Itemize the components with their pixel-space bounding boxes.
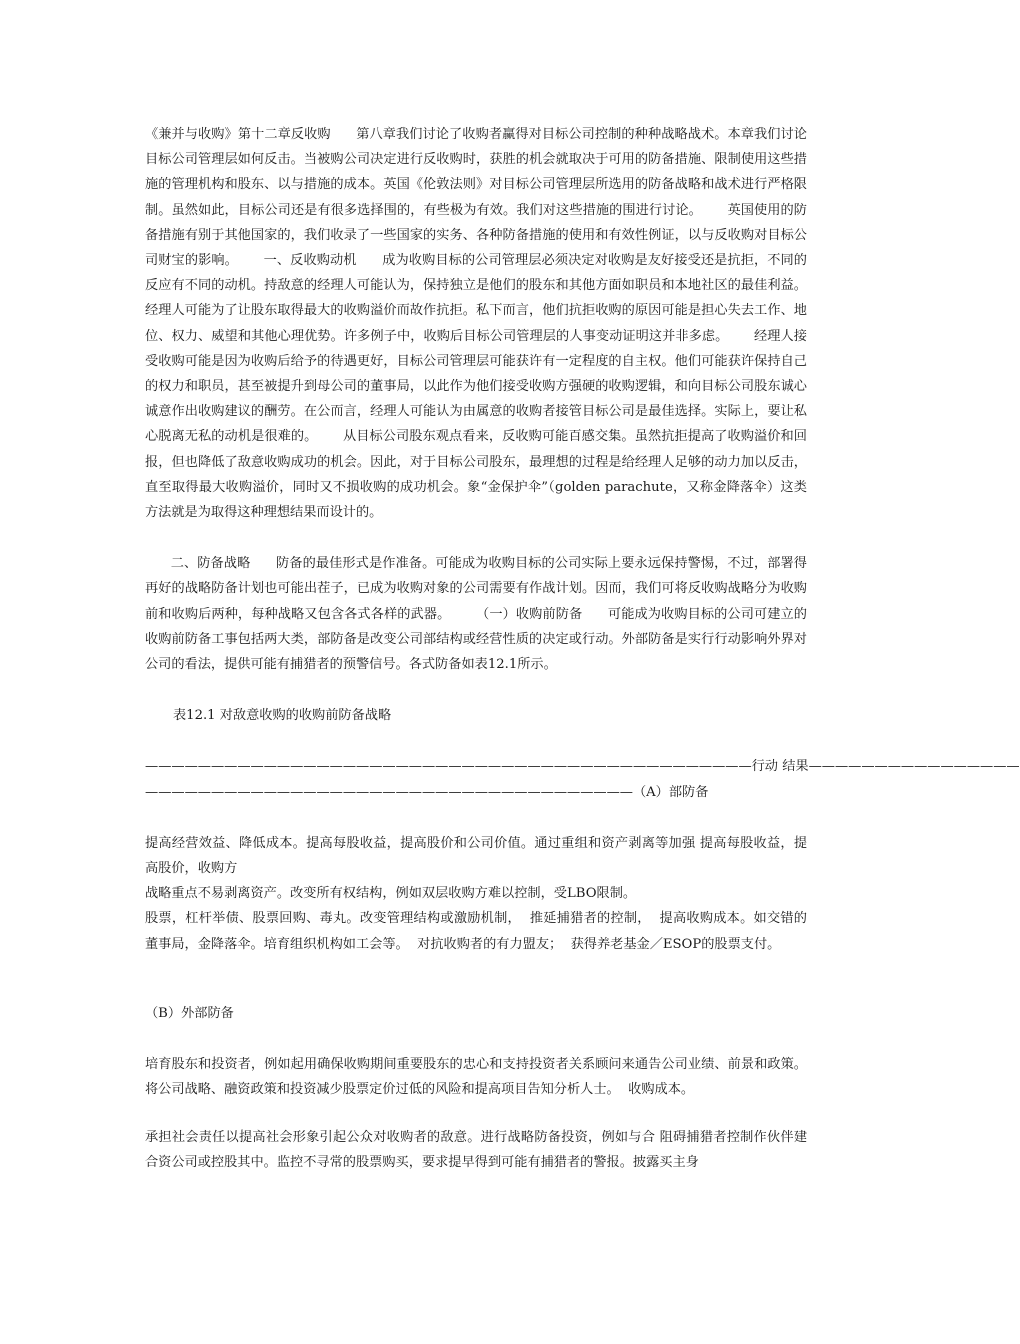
document-page (145, 122, 1020, 1175)
spacer (145, 805, 807, 831)
table-header-rule: ——————————————————————————————————————————————行动 结果———————————————— (145, 759, 1020, 775)
table-caption: 表12.1 对敌意收购的收购前防备战略 (173, 708, 392, 724)
external-defense-item: 承担社会责任以提高社会形象引起公众对收购者的敌意。进行战略防备投资，例如与合 阻碍捕猎者控制作伙伴建合资公司或控股其中。监控不寻常的股票购买，要求提早得到可能有捕猎者的警报。披露买主身 (145, 1129, 807, 1170)
spacer (145, 728, 807, 754)
table-section-rule: —————————————————————————————————————（A）部防备 (145, 784, 709, 800)
internal-defense-item: 战略重点不易剥离资产。改变所有权结构，例如双层收购方难以控制，受LBO限制。 (145, 886, 637, 902)
external-defense-item: 培育股东和投资者，例如起用确保收购期间重要股东的忠心和支持投资者关系顾问来通告公司业绩、前景和政策。将公司战略、融资政策和投资减少股票定价过低的风险和提高项目告知分析人士。 收购成本。 (145, 1057, 807, 1098)
spacer (145, 1026, 807, 1052)
spacer (145, 677, 807, 703)
external-defense-heading: （B）外部防备 (145, 1005, 234, 1021)
spacer (145, 525, 807, 551)
spacer (145, 1103, 807, 1125)
intro-paragraph: 《兼并与收购》第十二章反收购 第八章我们讨论了收购者赢得对目标公司控制的种种战略战术。本章我们讨论目标公司管理层如何反击。当被购公司决定进行反收购时，获胜的机会就取决于可用的防备措施、限制使用这些措施的管理机构和股东、以与措施的成本。英国《伦敦法则》对目标公司管理层所选用的防备战略和战术进行严格限制。虽然如此，目标公司还是有很多选择围的，有些极为有效。我们对这些措施的围进行讨论。 英国使用的防备措施有别于其他国家的，我们收录了一些国家的实务、各种防备措施的使用和有效性例证，以与反收购对目标公司财宝的影响。 一、反收购动机 成为收购目标的公司管理层必须决定对收购是友好接受还是抗拒，不同的反应有不同的动机。持敌意的经理人可能认为，保持独立是他们的股东和其他方面如职员和本地社区的最佳利益。经理人可能为了让股东取得最大的收购溢价而故作抗拒。私下而言，他们抗拒收购的原因可能是担心失去工作、地位、权力、威望和其他心理优势。许多例子中，收购后目标公司管理层的人事变动证明这并非多虑。 经理人接受收购可能是因为收购后给予的待遇更好，目标公司管理层可能获许有一定程度的自主权。他们可能获许保持自己的权力和职员，甚至被提升到母公司的董事局，以此作为他们接受收购方强硬的收购逻辑，和向目标公司股东诚心诚意作出收购建议的酬劳。在公而言，经理人可能认为由属意的收购者接管目标公司是最佳选择。实际上，要让私心脱离无私的动机是很难的。 从目标公司股东观点看来，反收购可能百感交集。虽然抗拒提高了收购溢价和回报，但也降低了敌意收购成功的机会。因此，对于目标公司股东，最理想的过程是给经理人足够的动力加以反击，直至取得最大收购溢价，同时又不损收购的成功机会。象“金保护伞”（golden parachute，又称金降落伞）这类方法就是为取得这种理想结果而设计的。 (145, 127, 807, 521)
defense-strategy-paragraph: 二、防备战略 防备的最佳形式是作准备。可能成为收购目标的公司实际上要永远保持警惕，不过，部署得再好的战略防备计划也可能出茬子，已成为收购对象的公司需要有作战计划。因而，我们可将反收购战略分为收购前和收购后两种，每种战略又包含各式各样的武器。 （一）收购前防备 可能成为收购目标的公司可建立的收购前防备工事包括两大类，部防备是改变公司部结构或经营性质的决定或行动。外部防备是实行行动影响外界对公司的看法，提供可能有捕猎者的预警信号。各式防备如表12.1所示。 (145, 556, 807, 673)
internal-defense-item: 提高经营效益、降低成本。提高每股收益，提高股价和公司价值。通过重组和资产剥离等加强 提高每股收益，提高股价，收购方 (145, 835, 807, 877)
internal-defense-item: 股票，杠杆举债、股票回购、毒丸。改变管理结构或激励机制， 推延捕猎者的控制， 提高收购成本。如交错的董事局，金降落伞。培育组织机构如工会等。 对抗收购者的有力盟友； 获得养老基金／ESOP的股票支付。 (145, 911, 807, 952)
spacer (145, 957, 807, 1001)
